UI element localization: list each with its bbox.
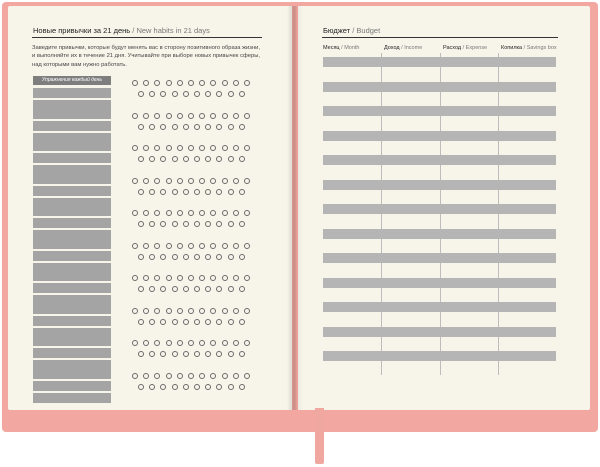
budget-row [323,180,556,190]
habit-bar [33,218,111,228]
day-circle[interactable] [166,210,172,216]
column-header-expense-ru: Расход [443,45,462,51]
day-circle[interactable] [183,254,189,260]
day-circle[interactable] [194,254,200,260]
day-circle[interactable] [216,254,222,260]
book-gutter-shadow [287,6,303,410]
habit-bar [33,153,111,163]
day-circle[interactable] [228,286,234,292]
column-header-expense-en: Expense [465,45,488,51]
day-circle[interactable] [183,91,189,97]
day-circle[interactable] [244,113,250,119]
habit-bar [33,304,111,314]
day-circle[interactable] [188,80,194,86]
day-circle[interactable] [132,373,138,379]
day-circle[interactable] [183,351,189,357]
day-circle[interactable] [183,221,189,227]
column-header-savings-ru: Копилка [501,45,523,51]
day-circle[interactable] [177,210,183,216]
day-circle[interactable] [183,124,189,130]
budget-row [323,106,556,116]
day-circle[interactable] [183,319,189,325]
day-circle[interactable] [154,373,160,379]
day-circle[interactable] [199,178,205,184]
day-circle[interactable] [172,91,178,97]
day-circle[interactable] [194,189,200,195]
day-circle[interactable] [205,124,211,130]
day-circle[interactable] [143,308,149,314]
day-circle[interactable] [233,308,239,314]
day-circle[interactable] [222,243,228,249]
day-circle[interactable] [239,384,245,390]
day-circle[interactable] [177,145,183,151]
day-circle[interactable] [194,156,200,162]
day-circle[interactable] [172,254,178,260]
day-circle[interactable] [177,340,183,346]
day-circle[interactable] [166,145,172,151]
day-circle[interactable] [228,319,234,325]
day-circle[interactable] [138,319,144,325]
day-circle[interactable] [222,178,228,184]
column-header-income-en: Income [404,45,423,51]
budget-row [323,204,556,214]
day-circle[interactable] [160,384,166,390]
day-circle[interactable] [194,124,200,130]
day-circle[interactable] [188,113,194,119]
day-circle[interactable] [183,189,189,195]
habit-bar [33,251,111,261]
day-circle[interactable] [210,308,216,314]
habit-bar [33,109,111,119]
day-circle[interactable] [154,308,160,314]
day-circle[interactable] [194,91,200,97]
day-circle[interactable] [210,178,216,184]
day-circle[interactable] [166,308,172,314]
day-circle[interactable] [166,113,172,119]
budget-row [323,302,556,312]
day-circle[interactable] [183,384,189,390]
day-circle[interactable] [138,156,144,162]
day-circle[interactable] [138,384,144,390]
day-circle[interactable] [188,210,194,216]
habit-bar [33,186,111,196]
day-circle[interactable] [177,308,183,314]
day-circle[interactable] [205,384,211,390]
day-circle[interactable] [172,156,178,162]
day-circle[interactable] [228,384,234,390]
day-circle[interactable] [143,178,149,184]
day-circle[interactable] [188,340,194,346]
day-circle[interactable] [138,91,144,97]
day-circle[interactable] [132,275,138,281]
day-circle[interactable] [132,145,138,151]
habit-bar [33,174,111,184]
day-circle[interactable] [138,189,144,195]
habit-bar [33,88,111,98]
day-circle[interactable] [160,319,166,325]
day-circle[interactable] [239,319,245,325]
day-circle[interactable] [216,189,222,195]
habit-bar [33,369,111,379]
day-circle[interactable] [166,373,172,379]
day-circle[interactable] [233,243,239,249]
day-circle[interactable] [244,340,250,346]
habit-bar [33,239,111,249]
budget-title-en: Budget [356,26,381,35]
day-circle[interactable] [160,124,166,130]
habits-intro-text: Заведите привычки, которые будут менять вас в сторону позитивного образа жизни, и выполняйте их в течение 21 дня. Учитывайте при выборе новых привычек сферы, над которыми вам нужно работать. [32,45,260,68]
habits-title-ru: Новые привычки за 21 день [33,26,131,35]
day-circle[interactable] [149,319,155,325]
day-circle[interactable] [216,124,222,130]
budget-title [323,26,380,35]
day-circle[interactable] [233,145,239,151]
day-circle[interactable] [143,373,149,379]
day-circle[interactable] [233,275,239,281]
day-circle[interactable] [172,351,178,357]
day-circle[interactable] [160,254,166,260]
day-circle[interactable] [244,308,250,314]
day-circle[interactable] [210,113,216,119]
habits-title-en: New habits in 21 days [136,26,210,35]
day-circle[interactable] [239,286,245,292]
day-circle[interactable] [143,113,149,119]
day-circle[interactable] [177,243,183,249]
bookmark-ribbon [315,408,324,464]
budget-row [323,327,556,337]
day-circle[interactable] [244,210,250,216]
day-circle[interactable] [244,275,250,281]
column-header-savings: Копилка / Savings box [501,45,557,51]
day-circle[interactable] [188,373,194,379]
day-circle[interactable] [216,384,222,390]
day-circle[interactable] [228,156,234,162]
day-circle[interactable] [172,286,178,292]
day-circle[interactable] [228,351,234,357]
day-circle[interactable] [172,319,178,325]
day-circle[interactable] [244,373,250,379]
day-circle[interactable] [199,113,205,119]
day-circle[interactable] [222,113,228,119]
day-circle[interactable] [183,286,189,292]
day-circle[interactable] [210,243,216,249]
day-circle[interactable] [188,145,194,151]
day-circle[interactable] [205,254,211,260]
budget-row [323,278,556,288]
day-circle[interactable] [188,308,194,314]
day-circle[interactable] [166,178,172,184]
day-circle[interactable] [172,124,178,130]
day-circle[interactable] [138,221,144,227]
day-circle[interactable] [138,286,144,292]
budget-title-rule [322,37,558,38]
column-header-month-en: Month [344,45,360,51]
day-circle[interactable] [205,319,211,325]
day-circle[interactable] [194,384,200,390]
day-circle[interactable] [132,178,138,184]
budget-row [323,57,556,67]
day-circle[interactable] [132,210,138,216]
day-circle[interactable] [194,351,200,357]
day-circle[interactable] [244,243,250,249]
day-circle[interactable] [177,373,183,379]
day-circle[interactable] [228,124,234,130]
day-circle[interactable] [149,254,155,260]
day-circle[interactable] [228,221,234,227]
day-circle[interactable] [143,243,149,249]
day-circle[interactable] [222,80,228,86]
budget-row [323,229,556,239]
habit-bar [33,381,111,391]
day-circle[interactable] [183,156,189,162]
day-circle[interactable] [160,189,166,195]
budget-row [323,82,556,92]
day-circle[interactable] [132,308,138,314]
day-circle[interactable] [239,156,245,162]
day-circle[interactable] [194,319,200,325]
day-circle[interactable] [188,275,194,281]
habit-bar [33,336,111,346]
day-circle[interactable] [149,124,155,130]
day-circle[interactable] [222,308,228,314]
day-circle[interactable] [239,124,245,130]
budget-title-ru: Бюджет [323,26,351,35]
day-circle[interactable] [154,178,160,184]
day-circle[interactable] [205,189,211,195]
day-circle[interactable] [188,178,194,184]
habit-bar [33,141,111,151]
day-circle[interactable] [244,178,250,184]
day-circle[interactable] [172,221,178,227]
day-circle[interactable] [177,113,183,119]
day-circle[interactable] [149,189,155,195]
day-circle[interactable] [239,91,245,97]
column-header-month-ru: Месяц [323,45,340,51]
habits-title-separator: / [130,26,137,35]
day-circle[interactable] [216,319,222,325]
habits-title [33,26,210,35]
day-circle[interactable] [233,113,239,119]
day-circle[interactable] [177,178,183,184]
day-circle[interactable] [149,384,155,390]
column-header-expense: Расход / Expense [443,45,488,51]
day-circle[interactable] [166,340,172,346]
budget-title-separator: / [350,26,357,35]
day-circle[interactable] [228,91,234,97]
day-circle[interactable] [233,373,239,379]
day-circle[interactable] [239,189,245,195]
day-circle[interactable] [194,286,200,292]
day-circle[interactable] [222,145,228,151]
day-circle[interactable] [233,178,239,184]
budget-row [323,253,556,263]
day-circle[interactable] [132,80,138,86]
day-circle[interactable] [199,243,205,249]
habit-bar [33,121,111,131]
day-circle[interactable] [166,243,172,249]
day-circle[interactable] [222,340,228,346]
day-circle[interactable] [222,373,228,379]
day-circle[interactable] [244,145,250,151]
day-circle[interactable] [172,384,178,390]
habit-example-header: Упражнения каждый день [33,76,111,85]
day-circle[interactable] [228,254,234,260]
day-circle[interactable] [132,243,138,249]
column-header-income-ru: Доход [384,45,400,51]
day-circle[interactable] [239,351,245,357]
habit-bar [33,206,111,216]
day-circle[interactable] [138,254,144,260]
day-circle[interactable] [194,221,200,227]
day-circle[interactable] [132,113,138,119]
day-circle[interactable] [239,221,245,227]
day-circle[interactable] [233,210,239,216]
day-circle[interactable] [177,275,183,281]
day-circle[interactable] [138,124,144,130]
day-circle[interactable] [210,373,216,379]
budget-row [323,131,556,141]
column-header-month: Месяц / Month [323,45,360,51]
budget-row [323,351,556,361]
day-circle[interactable] [188,243,194,249]
habit-bar [33,348,111,358]
day-circle[interactable] [222,210,228,216]
day-circle[interactable] [239,254,245,260]
budget-row [323,155,556,165]
day-circle[interactable] [233,340,239,346]
habit-bar [33,316,111,326]
column-header-savings-en: Savings box [526,45,557,51]
day-circle[interactable] [199,308,205,314]
day-circle[interactable] [172,189,178,195]
habits-title-rule [32,37,262,38]
day-circle[interactable] [228,189,234,195]
habit-bar [33,393,111,403]
day-circle[interactable] [199,373,205,379]
day-circle[interactable] [222,275,228,281]
day-circle[interactable] [244,80,250,86]
day-circle[interactable] [233,80,239,86]
day-circle[interactable] [166,80,172,86]
column-header-income: Доход / Income [384,45,423,51]
day-circle[interactable] [132,340,138,346]
day-circle[interactable] [154,113,160,119]
day-circle[interactable] [166,275,172,281]
habit-bar [33,271,111,281]
day-circle[interactable] [138,351,144,357]
day-circle[interactable] [154,243,160,249]
habit-bar [33,283,111,293]
day-circle[interactable] [177,80,183,86]
